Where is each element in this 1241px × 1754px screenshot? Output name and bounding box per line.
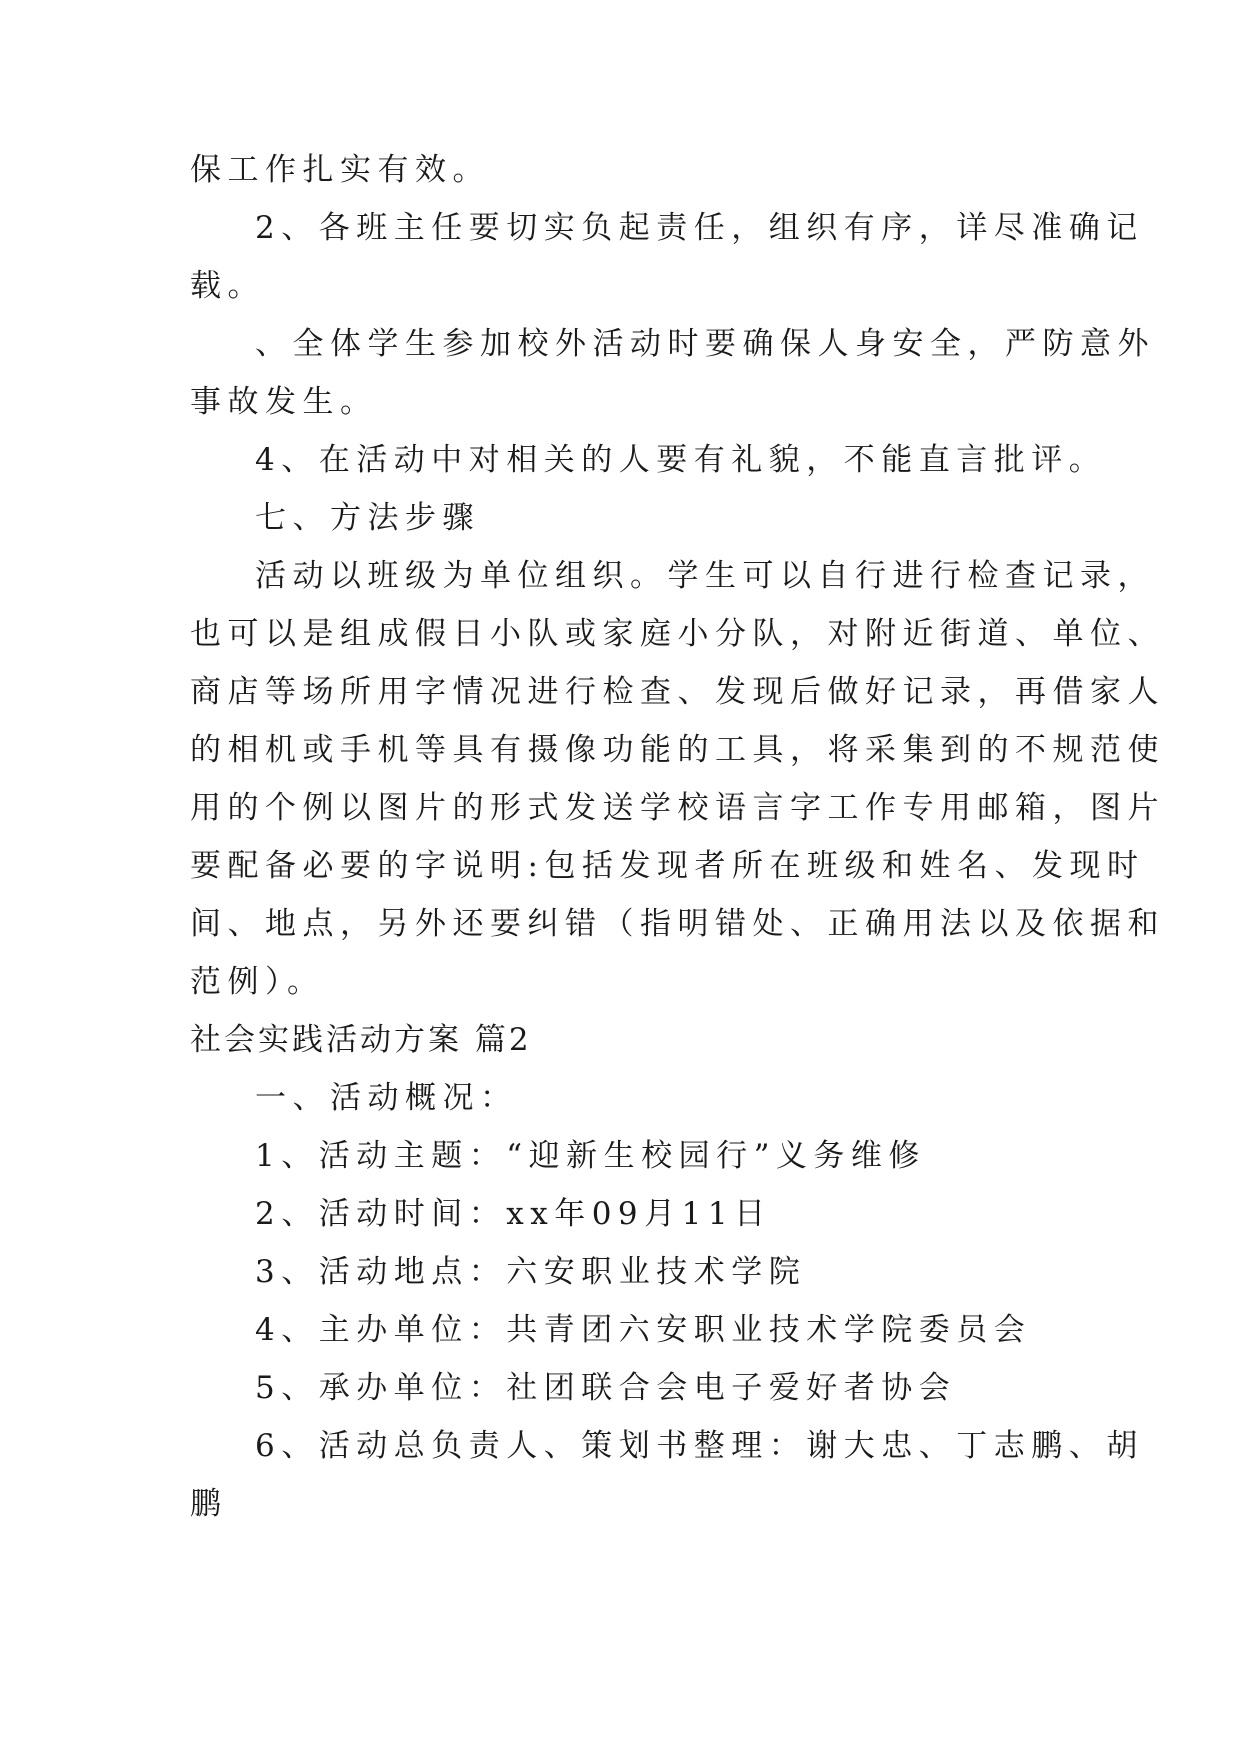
list-item: 6、活动总负责人、策划书整理：谢大忠、丁志鹏、胡 xyxy=(255,1428,1144,1464)
paragraph-line: 鹏 xyxy=(190,1486,228,1522)
section-heading: 七、方法步骤 xyxy=(255,500,480,536)
list-item: 1、活动主题：“迎新生校园行”义务维修 xyxy=(255,1138,926,1174)
paragraph-line: 要配备必要的字说明:包括发现者所在班级和姓名、发现时 xyxy=(190,848,1145,884)
paragraph-line: 范例）。 xyxy=(190,964,325,1000)
list-item: 3、活动地点：六安职业技术学院 xyxy=(255,1254,807,1290)
paragraph-line: 4、在活动中对相关的人要有礼貌，不能直言批评。 xyxy=(255,442,1107,478)
paragraph-line: 载。 xyxy=(190,268,265,304)
list-item: 4、主办单位：共青团六安职业技术学院委员会 xyxy=(255,1312,1032,1348)
document-title: 社会实践活动方案 篇2 xyxy=(190,1022,532,1058)
list-item: 2、活动时间：xx年09月11日 xyxy=(255,1196,772,1232)
paragraph-line: 间、地点，另外还要纠错（指明错处、正确用法以及依据和 xyxy=(190,906,1165,942)
paragraph-line: 的相机或手机等具有摄像功能的工具，将采集到的不规范使 xyxy=(190,732,1165,768)
paragraph-line: 用的个例以图片的形式发送学校语言字工作专用邮箱，图片 xyxy=(190,790,1165,826)
paragraph-line: 也可以是组成假日小队或家庭小分队，对附近街道、单位、 xyxy=(190,616,1165,652)
section-heading: 一、活动概况： xyxy=(255,1080,518,1116)
paragraph-line: 活动以班级为单位组织。学生可以自行进行检查记录， xyxy=(255,558,1155,594)
paragraph-line: 事故发生。 xyxy=(190,384,378,420)
paragraph-line: 商店等场所用字情况进行检查、发现后做好记录，再借家人 xyxy=(190,674,1165,710)
paragraph-line: 保工作扎实有效。 xyxy=(190,152,490,188)
list-item: 5、承办单位：社团联合会电子爱好者协会 xyxy=(255,1370,957,1406)
paragraph-line: 2、各班主任要切实负起责任，组织有序，详尽准确记 xyxy=(255,210,1144,246)
paragraph-line: 、全体学生参加校外活动时要确保人身安全，严防意外 xyxy=(255,326,1155,362)
